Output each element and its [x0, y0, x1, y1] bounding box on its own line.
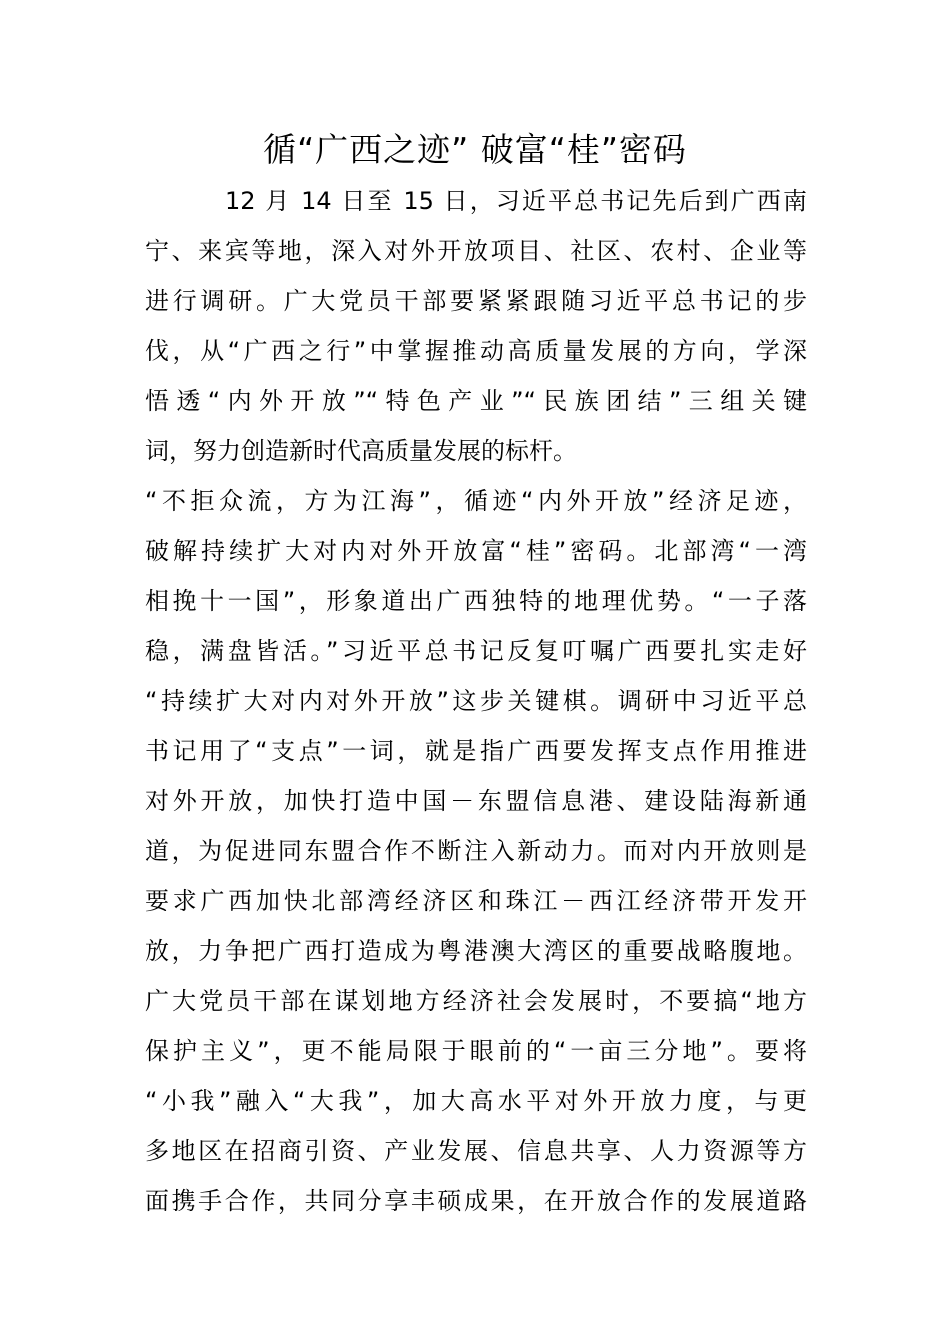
text-line: 放，力争把广西打造成为粤港澳大湾区的重要战略腹地。: [145, 937, 807, 965]
text-line: 稳，满盘皆活。”习近平总书记反复叮嘱广西要扎实走好: [145, 637, 807, 665]
text-line: 书记用了“支点”一词，就是指广西要发挥支点作用推进: [145, 737, 807, 765]
text-line: 对外开放，加快打造中国－东盟信息港、建设陆海新通: [145, 787, 807, 815]
text-line: 道，为促进同东盟合作不断注入新动力。而对内开放则是: [145, 837, 807, 865]
document-title: 循“广西之迹” 破富“桂”密码: [263, 130, 687, 169]
text-line: “不拒众流，方为江海”，循迹“内外开放”经济足迹，: [145, 487, 807, 515]
text-line: 要求广西加快北部湾经济区和珠江－西江经济带开发开: [145, 887, 807, 915]
text-line: 破解持续扩大对内对外开放富“桂”密码。北部湾“一湾: [145, 537, 807, 565]
text-line: 相挽十一国”，形象道出广西独特的地理优势。“一子落: [145, 587, 807, 615]
text-line: 面携手合作，共同分享丰硕成果，在开放合作的发展道路: [145, 1187, 807, 1215]
text-line: 12 月 14 日至 15 日，习近平总书记先后到广西南: [225, 187, 807, 215]
text-line: “持续扩大对内对外开放”这步关键棋。调研中习近平总: [145, 687, 807, 715]
text-line: 悟透“内外开放”“特色产业”“民族团结”三组关键: [145, 387, 807, 415]
text-line: 广大党员干部在谋划地方经济社会发展时，不要搞“地方: [145, 987, 807, 1015]
text-line: “小我”融入“大我”，加大高水平对外开放力度，与更: [145, 1087, 807, 1115]
text-line: 伐，从“广西之行”中掌握推动高质量发展的方向，学深: [145, 337, 807, 365]
text-line: 词，努力创造新时代高质量发展的标杆。: [145, 437, 577, 465]
text-line: 宁、来宾等地，深入对外开放项目、社区、农村、企业等: [145, 237, 807, 265]
text-line: 进行调研。广大党员干部要紧紧跟随习近平总书记的步: [145, 287, 807, 315]
text-line: 保护主义”，更不能局限于眼前的“一亩三分地”。要将: [145, 1037, 807, 1065]
document-body: [145, 176, 807, 1226]
text-line: 多地区在招商引资、产业发展、信息共享、人力资源等方: [145, 1137, 807, 1165]
